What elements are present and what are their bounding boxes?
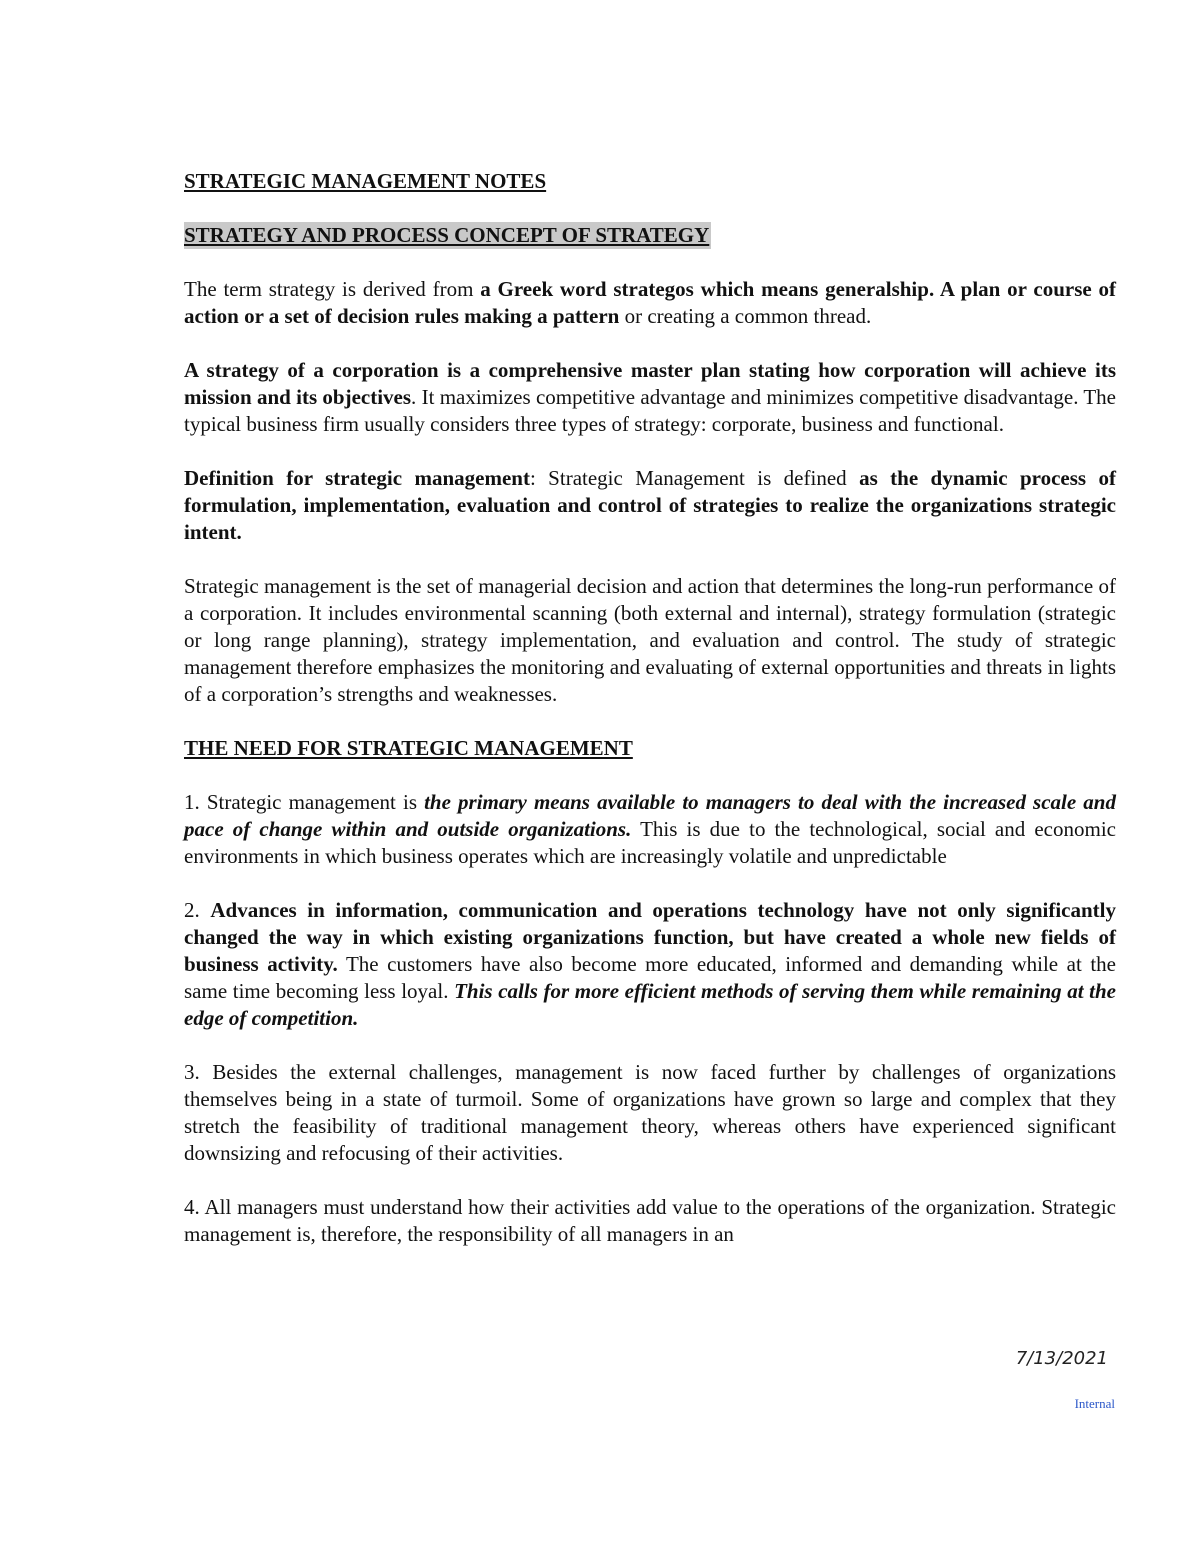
text-run: or creating a common thread. <box>619 304 872 328</box>
text-run: 2. <box>184 898 211 922</box>
footer-date: 7/13/2021 <box>1015 1348 1108 1369</box>
list-item-4: 4. All managers must understand how their activities add value to the operations of the organization. Strategic management is, therefore, the responsibility of all managers in an <box>184 1195 1116 1246</box>
classification-label: Internal <box>1074 1396 1115 1411</box>
bold-run: as the dynamic process of formulation, implementation, evaluation and control of strategies to realize the organizations strategic intent. <box>184 466 1116 544</box>
paragraph-strategic-management: Strategic management is the set of managerial decision and action that determines the long-run performance of a corporation. It includes environmental scanning (both external and internal), strategy formulation (strategic or long range planning), strategy implementation, and evaluation and control. The study of strategic management therefore emphasizes the monitoring and evaluating of external opportunities and threats in lights of a corporation’s strengths and weaknesses. <box>184 574 1116 706</box>
bold-italic-run: the primary means available to managers to deal with the increased scale and pace of change within and outside organizations. <box>184 790 1116 841</box>
bold-run: Definition for strategic management <box>184 466 530 490</box>
document-page <box>184 168 1116 1248</box>
text-run: 1. Strategic management is <box>184 790 425 814</box>
text-run: . It maximizes competitive advantage and minimizes competitive disadvantage. The typical business firm usually considers three types of strategy: corporate, business and functional. <box>184 385 1117 436</box>
list-item-1 <box>184 789 1116 870</box>
text-run: This is due to the technological, social and economic environments in which business operates which are increasingly volatile and unpredictable <box>184 817 1116 868</box>
bold-run: A strategy of a corporation is a comprehensive master plan stating how corporation will achieve its mission and its objectives <box>184 358 1116 409</box>
section-heading-need: THE NEED FOR STRATEGIC MANAGEMENT <box>184 736 633 760</box>
list-item-2 <box>184 897 1116 1032</box>
document-title: STRATEGIC MANAGEMENT NOTES <box>184 169 547 193</box>
text-run: The customers have also become more educated, informed and demanding while at the same time becoming less loyal. <box>184 952 1116 1003</box>
text-run: The term strategy is derived from <box>184 277 481 301</box>
section-heading-strategy-process: STRATEGY AND PROCESS CONCEPT OF STRATEGY <box>184 223 710 247</box>
bold-run: Advances in information, communication and operations technology have not only significantly changed the way in which existing organizations function, but have created a whole new fields of business activity. <box>184 898 1117 976</box>
bold-italic-run: This calls for more efficient methods of serving them while remaining at the edge of competition. <box>184 979 1117 1030</box>
paragraph-definition <box>184 465 1116 546</box>
list-item-3: 3. Besides the external challenges, management is now faced further by challenges of organizations themselves being in a state of turmoil. Some of organizations have grown so large and complex that they stretch the feasibility of traditional management theory, whereas others have experienced significant downsizing and refocusing of their activities. <box>184 1060 1116 1165</box>
bold-run: a Greek word strategos which means generalship. A plan or course of action or a set of decision rules making a pattern <box>184 277 1116 328</box>
text-run: : Strategic Management is defined <box>529 466 860 490</box>
paragraph-strategy-origin <box>184 276 1116 330</box>
paragraph-corporate-strategy <box>184 357 1116 438</box>
